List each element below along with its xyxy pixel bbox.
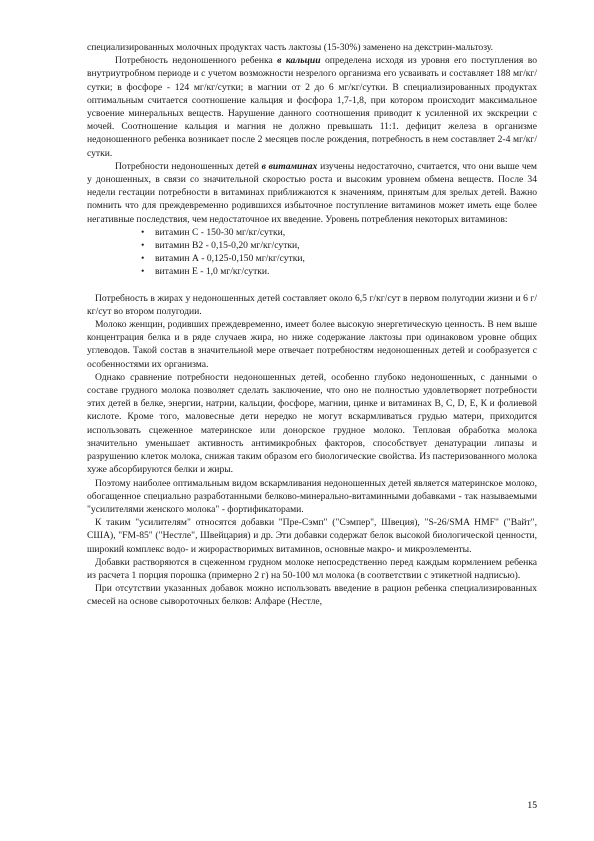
page-number: 15 bbox=[527, 800, 537, 811]
calcium-body: определена исходя из уровня его поступления во внутриутробном периоде и с учетом возможности незрелого организма его усваивать и составляет 188 мг/кг/сутки; в фосфоре - 124 мг/кг/сутки; в магнии от 2 до 6 мг/кг/сутки. В специализированных продуктах оптимальным считается соотношение кальция и фосфора 1,7-1,8, при котором происходит максимальное усвоение минеральных веществ. Нарушение данного соотношения приводит к усиленной их экскреции с мочей. Соотношение кальция и магния не должно превышать 11:1. дефицит железа в организме недоношенного ребенка возникает после 2 месяцев после рождения, потребность в нем составляет 2-4 мг/кг/сутки. bbox=[87, 55, 538, 159]
paragraph-calcium bbox=[87, 54, 537, 160]
paragraph-fortification: Поэтому наиболее оптимальным видом вскармливания недоношенных детей является материнское молоко, обогащенное специально разработанными белково-минерально-витаминными добавками - так называемыми "усилителями женского молока" - фортификаторами. bbox=[87, 477, 537, 515]
vitamin-list bbox=[87, 226, 537, 279]
paragraph-continuation: специализированных молочных продуктах часть лактозы (15-30%) заменено на декстрин-мальтозу. bbox=[87, 42, 494, 53]
bullet-icon: • bbox=[141, 266, 145, 278]
list-item: • витамин А - 0,125-0,150 мг/кг/сутки, bbox=[141, 253, 305, 265]
vitamins-lead: Потребности недоношенных детей bbox=[115, 160, 262, 172]
list-item: • витамин В2 - 0,15-0,20 мг/кг/сутки, bbox=[141, 240, 300, 252]
paragraph-preterm-milk: Молоко женщин, родивших преждевременно, имеет более высокую энергетическую ценность. В нем выше концентрация белка и в ряде случаев жира, но ниже содержание лактозы при одинаковом уровне общих углеводов. Такой состав в значительной мере отвечает потребностям недоношенных детей и сообразуется с особенностями их организма. bbox=[87, 319, 537, 370]
spacer bbox=[87, 279, 537, 292]
list-item: • витамин Е - 1,0 мг/кг/сутки. bbox=[141, 266, 270, 278]
paragraph-comparison: Однако сравнение потребности недоношенных детей, особенно глубоко недоношенных, с данными о составе грудного молока позволяет сделать заключение, что оно не полностью удовлетворяет потребности этих детей в белке, энергии, натрии, кальции, фосфоре, магнии, цинке и витаминах В, С, D, Е, К и фолиевой кислоте. Кроме того, маловесные дети нередко не могут вскармливаться грудью матери, приходится использовать сцеженное материнское или донорское грудное молоко. Тепловая обработка молока значительно уменьшает активность антимикробных факторов, способствует денатурации липазы и разрушению клеток молока, снижая таким образом его биологические свойства. Из пастеризованного молока хуже абсорбируются белки и жиры. bbox=[87, 371, 537, 476]
paragraph-dissolving: Добавки растворяются в сцеженном грудном молоке непосредственно перед каждым кормлением ребенка из расчета 1 порция порошка (примерно 2 г) на 50-100 мл молока (в соответствии с этикетной надписью). bbox=[87, 556, 537, 581]
vitamins-body: изучены недостаточно, считается, что они выше чем у доношенных, в связи со значительной скоростью роста и высоким уровнем обмена веществ. После 34 недели гестации потребности в витаминах приближаются к значениям, принятым для зрелых детей. Важно помнить что для преждевременно родившихся избыточное поступление витаминов может иметь еще более негативные последствия, чем недостаточное их введение. Уровень потребления некоторых витаминов: bbox=[87, 160, 537, 225]
bullet-icon: • bbox=[141, 226, 145, 238]
list-item: • витамин С - 150-30 мг/кг/сутки, bbox=[141, 226, 286, 238]
calcium-lead: Потребность недоношенного ребенка bbox=[115, 55, 278, 67]
calcium-emphasis: в кальции bbox=[277, 55, 321, 67]
paragraph-vitamins bbox=[87, 160, 537, 226]
bullet-icon: • bbox=[141, 240, 145, 252]
bullet-icon: • bbox=[141, 253, 145, 265]
vitamins-emphasis: в витаминах bbox=[261, 160, 318, 172]
paragraph-alternative: При отсутствии указанных добавок можно использовать введение в рацион ребенка специализированных смесей на основе сывороточных белков: Алфаре (Нестле, bbox=[87, 583, 537, 608]
paragraph-fortifiers: К таким "усилителям" относятся добавки "Пре-Сэмп" ("Сэмпер", Швеция), "S-26/SMA HMF" ("Вайт", США), "FM-85" ("Нестле", Швейцария) и др. Эти добавки содержат белок высокой биологической ценности, широкий комплекс водо- и жирорастворимых витаминов, основные макро- и микроэлементы. bbox=[87, 517, 537, 555]
paragraph-fats: Потребность в жирах у недоношенных детей составляет около 6,5 г/кг/сут в первом полугодии жизни и 6 г/кг/сут во втором полугодии. bbox=[87, 292, 537, 317]
